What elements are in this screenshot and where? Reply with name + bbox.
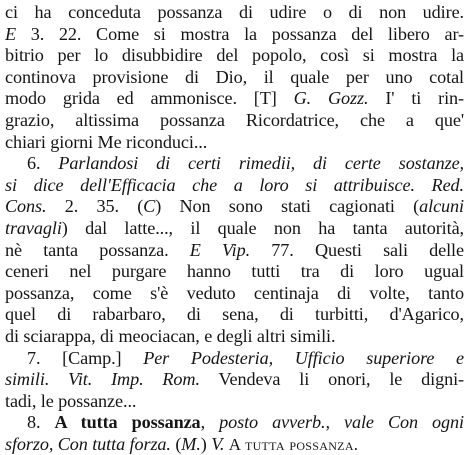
text-segment: A tutta possanza. (228, 434, 359, 454)
text-segment: 3. 22. Come si mostra la possanza del libero ar- (16, 23, 464, 44)
text-segment: I' ti rin- (368, 88, 464, 109)
text-line (5, 412, 464, 434)
text-segment: possanza, come s'è veduto centinaja di volte, tanto (5, 282, 464, 303)
text-line (5, 283, 464, 305)
text-line (5, 434, 464, 455)
text-segment: chiari giorni Me riconduci... (5, 131, 208, 152)
text-segment: ( (170, 433, 182, 454)
text-segment: ) (200, 433, 212, 454)
text-line (5, 218, 464, 240)
text-line (5, 67, 464, 89)
text-segment: ) dal latte..., il quale non ha tanta autorità, (61, 217, 464, 238)
text-segment: V. (211, 433, 225, 454)
text-segment: G. Gozz. (293, 88, 369, 109)
text-segment: 8. (27, 412, 55, 433)
text-line (5, 369, 464, 391)
text-segment: ceneri nel purgare hanno tutti tra di loro ugual (5, 261, 464, 282)
text-segment: si dice dell'Efficacia che a loro si attribuisce. Red. (5, 174, 464, 195)
text-segment: Cons. (5, 196, 47, 217)
text-line (5, 391, 464, 413)
text-segment: quel di rabarbaro, di sena, di turbitti, d'Agarico, (5, 304, 464, 325)
text-segment: A tutta possanza (54, 412, 201, 433)
text-line (5, 88, 464, 110)
text-segment: , (200, 412, 220, 433)
text-line (5, 24, 464, 46)
text-segment: M. (181, 433, 201, 454)
text-line (5, 261, 464, 283)
text-line (5, 175, 464, 197)
text-segment: bitrio per lo disubbidire del popolo, così si mostra la (5, 45, 464, 66)
text-segment: 77. Questi sali delle (250, 239, 464, 260)
text-segment: tadi, le possanze... (5, 390, 137, 411)
text-line (5, 110, 464, 132)
text-segment: posto avverb., vale Con ogni (219, 412, 464, 433)
text-segment: 2. 35. ( (46, 196, 144, 217)
text-segment: C (143, 196, 156, 217)
text-line (5, 196, 464, 218)
text-line (5, 304, 464, 326)
text-segment: simili. Vit. Imp. Rom. (5, 369, 200, 390)
text-segment: E Vip. (189, 239, 251, 260)
text-line (5, 153, 464, 175)
text-segment: sforzo, Con tutta forza. (5, 433, 171, 454)
text-segment: E (5, 23, 17, 44)
text-segment: ) Non sono stati cagionati ( (155, 196, 420, 217)
text-segment: continova provisione di Dio, il quale per uno cotal (5, 66, 464, 87)
text-line (5, 45, 464, 67)
text-segment: nè tanta possanza. (5, 239, 190, 260)
text-segment: di sciarappa, di meociacan, e degli altri simili. (5, 325, 336, 346)
text-segment: Vendeva li onori, le digni- (199, 369, 464, 390)
text-line (5, 2, 464, 24)
text-segment: Parlandosi di certi rimedii, di certe sostanze, (58, 153, 464, 174)
text-segment: ci ha conceduta possanza di udire o di non udire. (5, 2, 464, 22)
text-segment: travagli (5, 217, 62, 238)
text-line (5, 326, 464, 348)
text-line (5, 240, 464, 262)
text-segment: 7. [Camp.] (27, 347, 144, 368)
text-segment: alcuni (419, 196, 464, 217)
text-line (5, 132, 464, 154)
text-segment: Per Podesteria, Ufficio superiore e (143, 347, 464, 368)
text-line (5, 348, 464, 370)
text-segment: 6. (27, 153, 59, 174)
text-segment: modo grida ed ammonisce. [T] (5, 88, 294, 109)
text-segment: grazio, altissima possanza Ricordatrice, che a que' (5, 109, 464, 130)
